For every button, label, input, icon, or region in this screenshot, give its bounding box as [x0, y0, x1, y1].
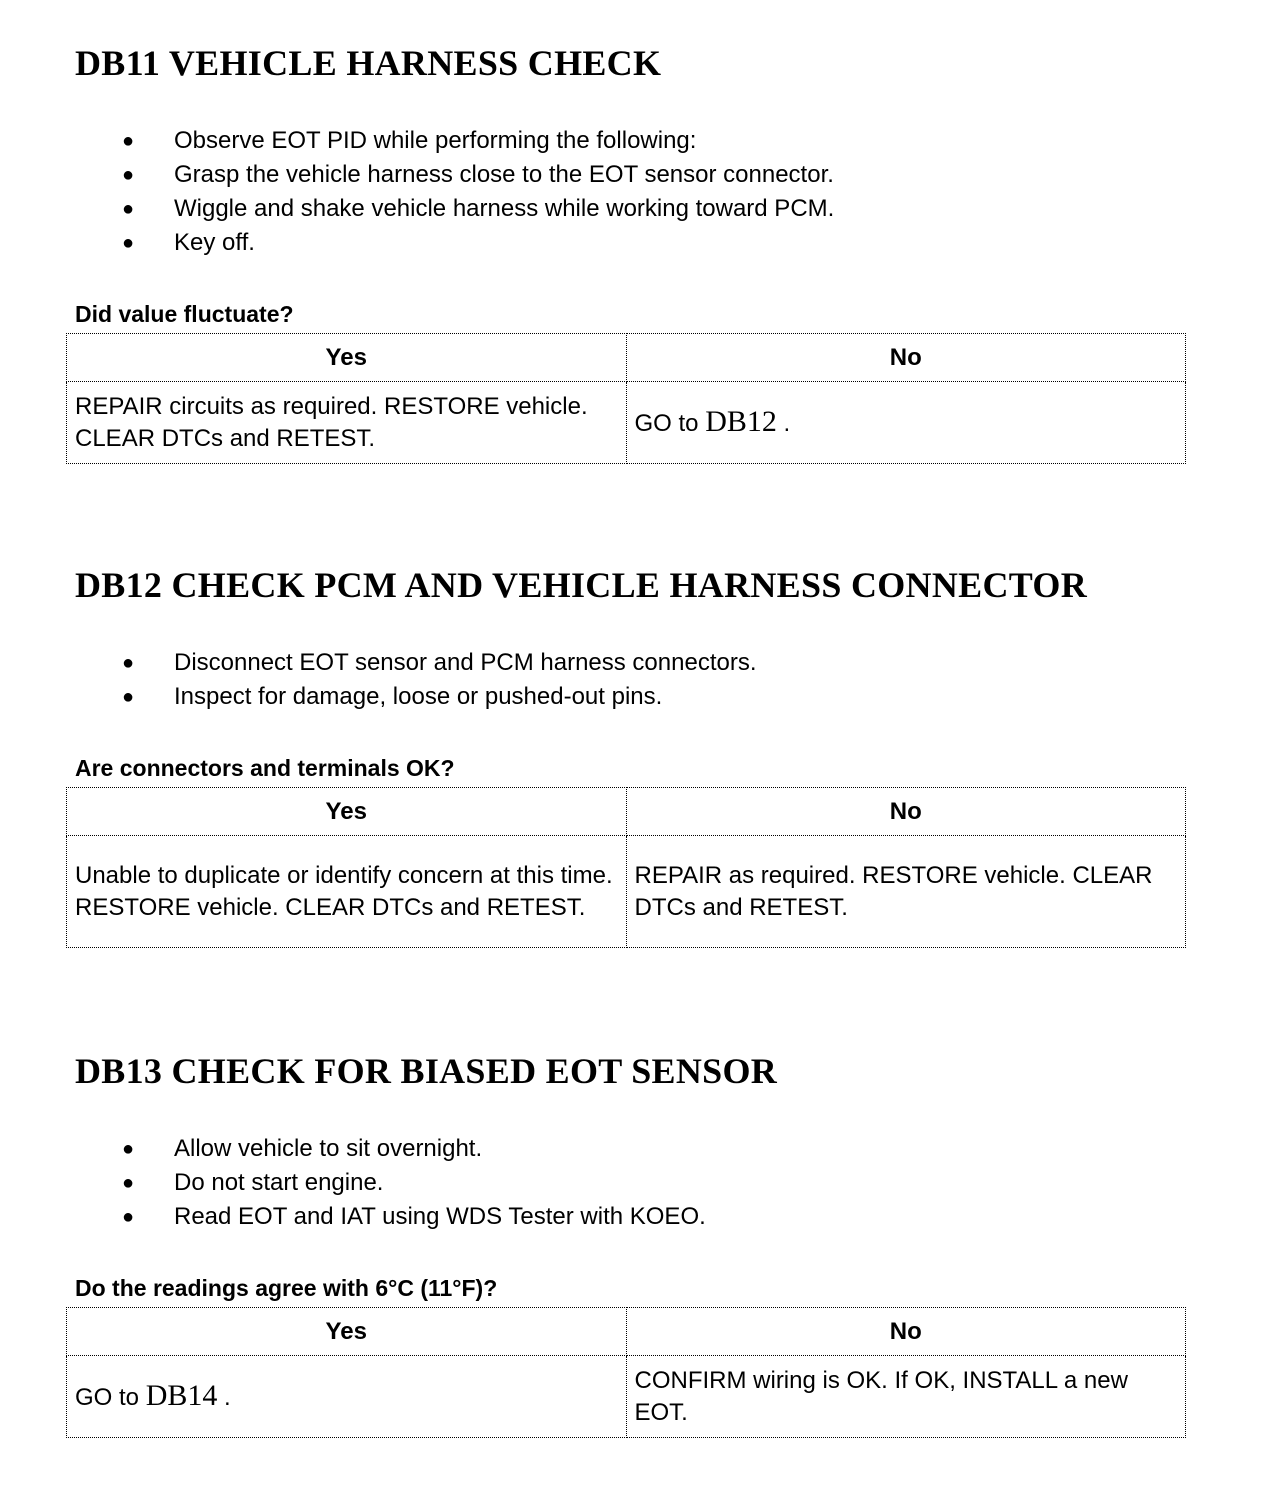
step-item: ● Grasp the vehicle harness close to the EOT sensor connector.: [66, 158, 1186, 192]
section-heading: DB12 CHECK PCM AND VEHICLE HARNESS CONNECTOR: [75, 565, 1088, 605]
yes-action: Unable to duplicate or identify concern at this time. RESTORE vehicle. CLEAR DTCs and RETEST.: [67, 836, 627, 948]
bullet-icon: ●: [122, 1172, 135, 1194]
step-item: ● Do not start engine.: [66, 1166, 1186, 1200]
no-header: No: [626, 1308, 1186, 1356]
question: Are connectors and terminals OK?: [75, 755, 455, 781]
no-header: No: [626, 788, 1186, 836]
link-db14[interactable]: DB14: [145, 1378, 218, 1412]
steps-list: [66, 1132, 1186, 1234]
question: Do the readings agree with 6°C (11°F)?: [75, 1275, 498, 1301]
section-db12: [66, 563, 1186, 948]
bullet-icon: ●: [122, 652, 135, 674]
step-item: ● Wiggle and shake vehicle harness while working toward PCM.: [66, 192, 1186, 226]
yes-header: Yes: [67, 1308, 627, 1356]
no-header: No: [626, 334, 1186, 382]
bullet-icon: ●: [122, 1138, 135, 1160]
link-db12[interactable]: DB12: [705, 404, 777, 438]
bullet-icon: ●: [122, 1206, 135, 1228]
steps-list: [66, 124, 1186, 260]
section-heading: DB11 VEHICLE HARNESS CHECK: [75, 43, 662, 83]
steps-list: [66, 646, 1186, 714]
yes-header: Yes: [67, 788, 627, 836]
section-db13: [66, 1049, 1186, 1438]
result-table: [66, 787, 1186, 948]
step-item: ● Disconnect EOT sensor and PCM harness connectors.: [66, 646, 1186, 680]
no-action: GO to DB12 .: [626, 382, 1186, 464]
bullet-icon: ●: [122, 232, 135, 254]
step-item: ● Observe EOT PID while performing the following:: [66, 124, 1186, 158]
step-item: ● Allow vehicle to sit overnight.: [66, 1132, 1186, 1166]
question: Did value fluctuate?: [75, 301, 294, 327]
step-item: ● Inspect for damage, loose or pushed-out pins.: [66, 680, 1186, 714]
step-item: ● Read EOT and IAT using WDS Tester with KOEO.: [66, 1200, 1186, 1234]
section-heading: DB13 CHECK FOR BIASED EOT SENSOR: [75, 1051, 778, 1091]
no-action: REPAIR as required. RESTORE vehicle. CLEAR DTCs and RETEST.: [626, 836, 1186, 948]
yes-header: Yes: [67, 334, 627, 382]
bullet-icon: ●: [122, 130, 135, 152]
result-table: [66, 1307, 1186, 1438]
yes-action: GO to DB14 .: [67, 1356, 627, 1438]
bullet-icon: ●: [122, 198, 135, 220]
result-table: [66, 333, 1186, 464]
no-action: CONFIRM wiring is OK. If OK, INSTALL a new EOT.: [626, 1356, 1186, 1438]
step-item: ● Key off.: [66, 226, 1186, 260]
bullet-icon: ●: [122, 164, 135, 186]
yes-action: REPAIR circuits as required. RESTORE vehicle. CLEAR DTCs and RETEST.: [67, 382, 627, 464]
bullet-icon: ●: [122, 686, 135, 708]
section-db11: [66, 41, 1186, 464]
